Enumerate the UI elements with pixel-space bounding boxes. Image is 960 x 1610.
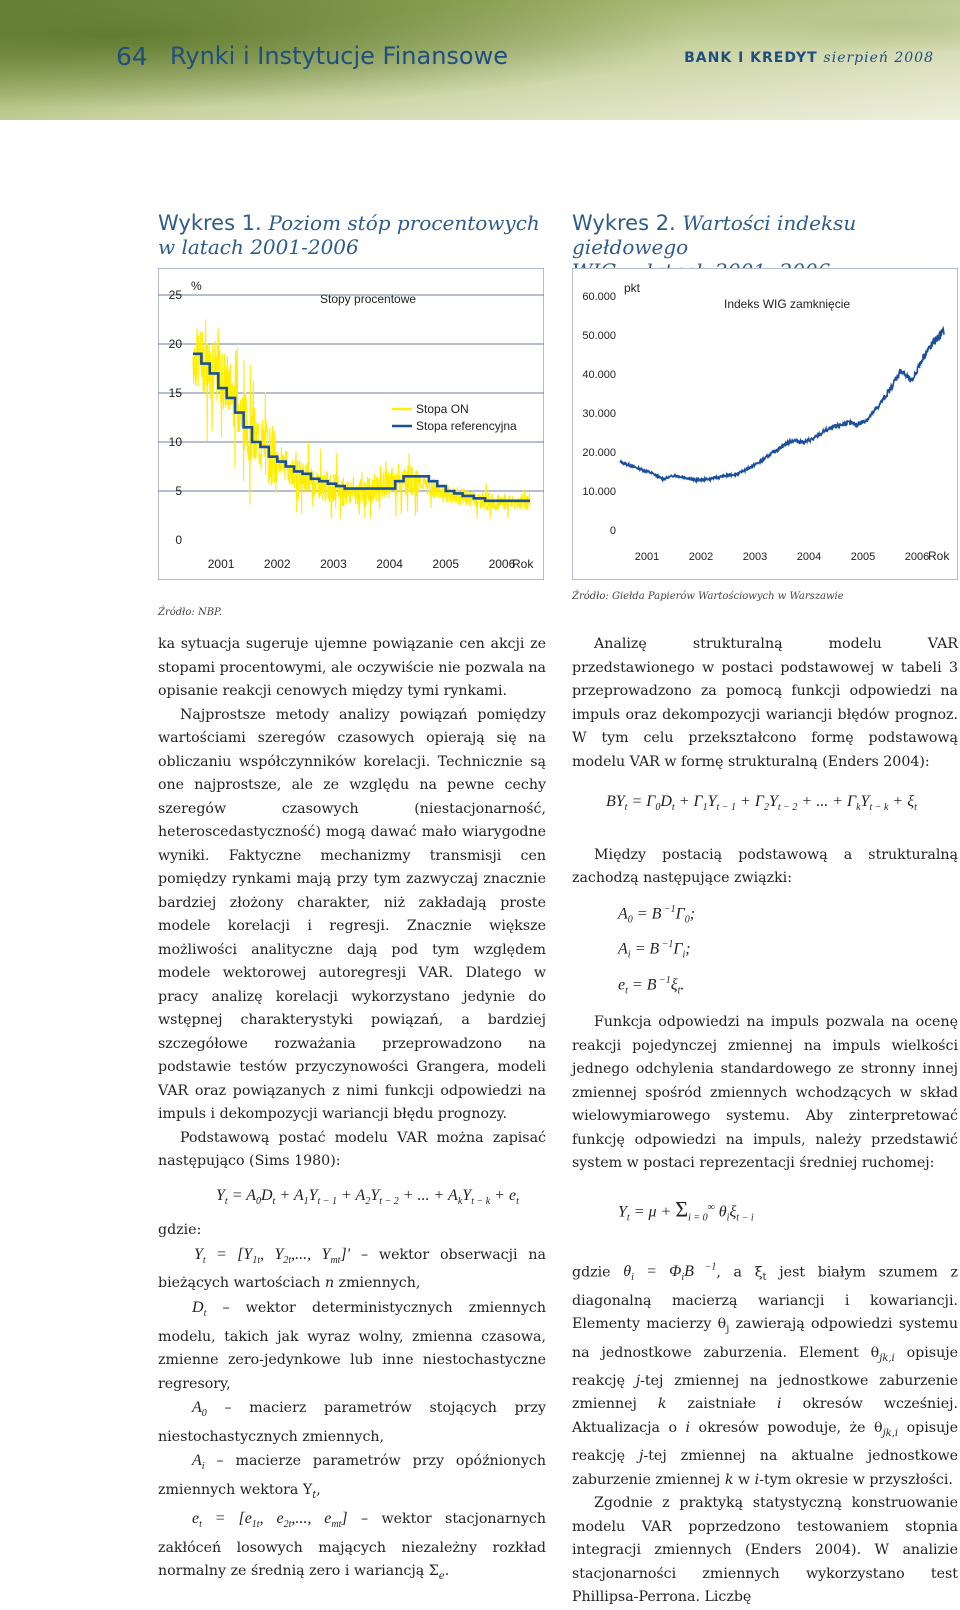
yt-vector-formula: $Y_t = [Y_{1t}$, $Y_{2t}$,..., $Y_{mt}]'$ — [194, 1245, 351, 1266]
chart1-y-tick-label: 0 — [175, 533, 182, 547]
chart1-y-tick-label: 20 — [168, 337, 182, 351]
chart2-y-tick-label: 60.000 — [582, 291, 616, 303]
chart2-y-tick-label: 20.000 — [582, 447, 616, 459]
chart1-x-tick-label: 2003 — [320, 557, 347, 571]
yt-description: – wektor obserwacji na bieżących wartościach — [158, 1246, 547, 1292]
p4-part-l: -tym okresie w przyszłości. — [759, 1471, 953, 1488]
figure1-title-line1: Poziom stóp procentowych — [268, 211, 540, 235]
wig-index-chart — [572, 268, 958, 580]
p4-part-k: w — [737, 1471, 751, 1488]
chart2-y-tick-label: 40.000 — [582, 369, 616, 381]
chart1-x-tick-label: 2005 — [432, 557, 460, 571]
p4-part-i: opisuje reakcję — [572, 1419, 958, 1465]
right-paragraph-5: Zgodnie z praktyką statystyczną konstruowanie modelu VAR poprzedzono testowaniem stopnia integracji zmiennych (Enders 2004). W analizie stacjonarności zmiennych wykorzystano test Phillipsa-Perrona. Liczbę — [572, 1495, 958, 1606]
right-gdzie: gdzie — [572, 1264, 611, 1281]
p4-part-f: zaistniałe — [687, 1396, 757, 1413]
chart2-x-tick-label: 2002 — [688, 551, 714, 563]
interest-rate-chart — [158, 268, 544, 580]
chart2-x-tick-label: 2004 — [796, 551, 822, 563]
right-paragraph-1: Analizę strukturalną modelu VAR przedstawionego w postaci podstawowej w tabeli 3 przeprowadzono za pomocą funkcji odpowiedzi na impuls oraz dekompozycji wariancji błędów prognoz. W tym celu przekształcono formę podstawową modelu VAR w formę strukturalną (Enders 2004): — [572, 636, 958, 770]
relations-equations: $A_0 = B$ $^{-1}\Gamma_0$; $A_i = B$ $^{-1}\Gamma_i$; $e_t = B$ $^{-1}\xi_t$. — [618, 903, 696, 997]
chart1-unit-label: % — [191, 279, 202, 293]
p4-part-d: opisuje reakcję — [572, 1344, 958, 1389]
definition-ai: $A_i$ – macierze parametrów przy opóźnionych zmiennych wektora $Y_t$, — [158, 1452, 546, 1501]
right-column — [572, 633, 958, 1610]
journal-info — [684, 50, 934, 66]
ai-symbol: $A_i$ — [192, 1452, 205, 1473]
p4-part-c: zawierają odpowiedzi systemu na jednostkowe zaburzenia. Element θ — [572, 1316, 959, 1361]
section-title: Rynki i Instytucje Finansowe — [170, 42, 508, 70]
chart2-x-axis-label: Rok — [928, 549, 950, 563]
chart1-y-tick-label: 25 — [168, 288, 182, 302]
chart2-x-tick-label: 2003 — [742, 551, 768, 563]
p4-part-j: -tej zmiennej na aktualne jednostkowe zaburzenie zmiennej — [572, 1448, 958, 1488]
figure2-title-line1: Wartości indeksu giełdowego — [572, 211, 857, 259]
moving-average-equation: $Y_t = \mu + \Sigma_{i = 0}^\infty$ $\theta_i\xi_{t - i}$ — [618, 1196, 754, 1224]
et-vector-formula: $e_t = [e_{1t}$, $e_{2t}$,..., $e_{mt}$] — [192, 1510, 348, 1531]
p4-part-g: okresów wcześniej. Aktualizacja o — [572, 1396, 959, 1436]
issue-date: sierpień 2008 — [823, 50, 934, 66]
dt-symbol: $D_t$ — [192, 1298, 207, 1320]
yt-description-end: zmiennych, — [338, 1275, 421, 1292]
p4-part-b: jest białym szumem z diagonalną macierzą wariancji i kowariancji. Elementy macierzy θ — [572, 1264, 958, 1333]
chart1-x-tick-label: 2002 — [263, 557, 291, 571]
legend-label-stopa-on: Stopa ON — [416, 402, 469, 416]
ai-description: – macierze parametrów przy opóźnionych zmiennych wektora Y — [158, 1453, 546, 1498]
chart1-y-tick-label: 15 — [168, 386, 182, 400]
theta-formula: $\theta_i = \Phi_iB$ $^{-1}$ — [623, 1261, 717, 1284]
chart1-y-tick-label: 5 — [175, 484, 182, 498]
chart2-unit-label: pkt — [624, 281, 641, 295]
et-description: – wektor stacjonarnych zakłóceń losowych mających niezależny rozkład normalny ze średnią zero i wariancją Σ — [158, 1511, 546, 1580]
chart2-x-tick-label: 2006 — [904, 551, 930, 563]
right-paragraph-4: gdzie $\theta_i = \Phi_iB$ $^{-1}$, a $\xi_t$ jest białym szumem z diagonalną macierzą wariancji i kowariancji. Elementy macierzy $\theta_j$ zawierają odpowiedzi systemu na jednostkowe zaburzenia. Element $\theta_{jk,i}$ opisuje reakcję j-tej zmiennej na jednostkowe zaburzenie zmiennej k zaistniałe i okresów wcześniej. Aktualizacja o i okresów powoduje, że $\theta_{jk,i}$ opisuje reakcję j-tej zmiennej na aktualne jednostkowe zaburzenie zmiennej k w i-tym okresie w przyszłości. — [572, 1261, 959, 1488]
dt-description: – wektor deterministycznych zmiennych modelu, takich jak wyraz wolny, zmienna czasowa, zmienne zero-jedynkowe lub inne niestochastyczne regresory, — [158, 1299, 546, 1392]
figure2-label: Wykres 2. — [572, 211, 676, 235]
left-paragraph-3: Podstawową postać modelu VAR można zapisać następująco (Sims 1980): — [158, 1129, 546, 1169]
left-paragraph-2: Najprostsze metody analizy powiązań pomiędzy wartościami szeregów czasowych opierają się na obliczaniu współczynników korelacji. Technicznie są one najprostsze, ale ze względu na pewne cechy szeregów czasowych (niestacjonarność, heteroscedastyczność) mogą dawać mało wiarygodne wyniki. Faktyczne mechanizmy transmisji cen pomiędzy rynkami mają przy tym zazwyczaj znacznie bardziej złożony charakter, niż zakładają proste modele korelacji i regresji. Znacznie większe możliwości analityczne dają pod tym względem modele wektorowej autoregresji VAR. Dlatego w pracy analizę korelacji wykorzystano jedynie do wstępnej charakterystyki powiązań, a bardziej szczegółowe rozważania przeprowadzono na podstawie testów przyczynowości Grangera, modeli VAR oraz powiązanych z nimi funkcji odpowiedzi na impuls i dekompozycji wariancji błędu prognozy. — [158, 706, 546, 1122]
p4-part-e: -tej zmiennej na jednostkowe zaburzenie zmiennej — [572, 1372, 959, 1413]
chart2-y-tick-label: 50.000 — [582, 330, 616, 342]
page-number: 64 — [116, 42, 148, 71]
definition-et — [158, 1507, 546, 1589]
chart1-x-tick-label: 2006 — [488, 557, 516, 571]
legend-label-stopa-referencyjna: Stopa referencyjna — [416, 419, 517, 433]
p4-part-h: okresów powoduje, że θ — [698, 1419, 883, 1436]
right-paragraph-2: Między postacią podstawową a strukturalną zachodzą następujące związki: — [572, 846, 958, 887]
left-paragraph-1: ka sytuacja sugeruje ujemne powiązanie cen akcji ze stopami procentowymi, ale oczywiście nie pozwala na opisanie reakcji cenowych między tymi rynkami. — [158, 636, 546, 699]
p4-part-a: , a ξ — [716, 1264, 763, 1281]
et-description-end: . — [444, 1563, 450, 1580]
et-sigma-subscript: e — [438, 1571, 445, 1583]
a0-symbol: $A_0$ — [192, 1399, 207, 1420]
journal-name: BANK I KREDYT — [684, 50, 818, 66]
chart2-y-tick-label: 10.000 — [582, 486, 616, 498]
var-structural-equation: $BY_t = \Gamma_0D_t + \Gamma_1Y_{t - 1} + \Gamma_2Y_{t - 2}$ + ... + $\Gamma_kY_{t - k} + \xi_t$ — [606, 793, 917, 814]
chart2-x-tick-label: 2001 — [634, 551, 660, 563]
definition-yt — [158, 1243, 546, 1296]
left-gdzie: gdzie: — [158, 1222, 202, 1239]
chart2-y-tick-label: 0 — [609, 525, 616, 537]
var-basic-equation: $Y_t = A_0D_t + A_1Y_{t - 1} + A_2Y_{t - 2}$ + ... + $A_kY_{t - k} + e_t$ — [216, 1186, 519, 1207]
figure1-label: Wykres 1. — [158, 211, 262, 235]
definition-a0 — [158, 1396, 546, 1449]
page-header — [0, 0, 960, 120]
left-column — [158, 633, 546, 1589]
chart2-x-tick-label: 2005 — [850, 551, 876, 563]
yt-n-symbol: n — [324, 1275, 335, 1292]
a0-description: – macierz parametrów stojących przy niestochastycznych zmiennych, — [158, 1400, 546, 1445]
chart1-x-axis-label: Rok — [512, 557, 534, 571]
right-paragraph-3: Funkcja odpowiedzi na impuls pozwala na ocenę reakcji pojedynczej zmiennej na impuls wielkości jednego odchylenia standardowego ze stronny innej zmiennej spośród zmiennych wchodzących w skład wielowymiarowego systemu. Aby zinterpretować funkcję odpowiedzi na impuls, należy przedstawić system w postaci reprezentacji średniej ruchomej: — [572, 1014, 958, 1172]
chart1-x-tick-label: 2001 — [207, 557, 235, 571]
figure1-source: Źródło: NBP. — [158, 607, 222, 618]
definition-dt — [158, 1296, 546, 1396]
chart1-x-tick-label: 2004 — [376, 557, 403, 571]
chart2-label: Indeks WIG zamknięcie — [724, 297, 851, 311]
chart1-label: Stopy procentowe — [320, 292, 417, 306]
chart2-y-tick-label: 30.000 — [582, 408, 616, 420]
figure1-title — [158, 211, 540, 259]
figure2-source: Źródło: Giełda Papierów Wartościowych w Warszawie — [572, 591, 844, 602]
chart1-y-tick-label: 10 — [168, 435, 182, 449]
figure1-title-line2: w latach 2001-2006 — [158, 235, 359, 259]
